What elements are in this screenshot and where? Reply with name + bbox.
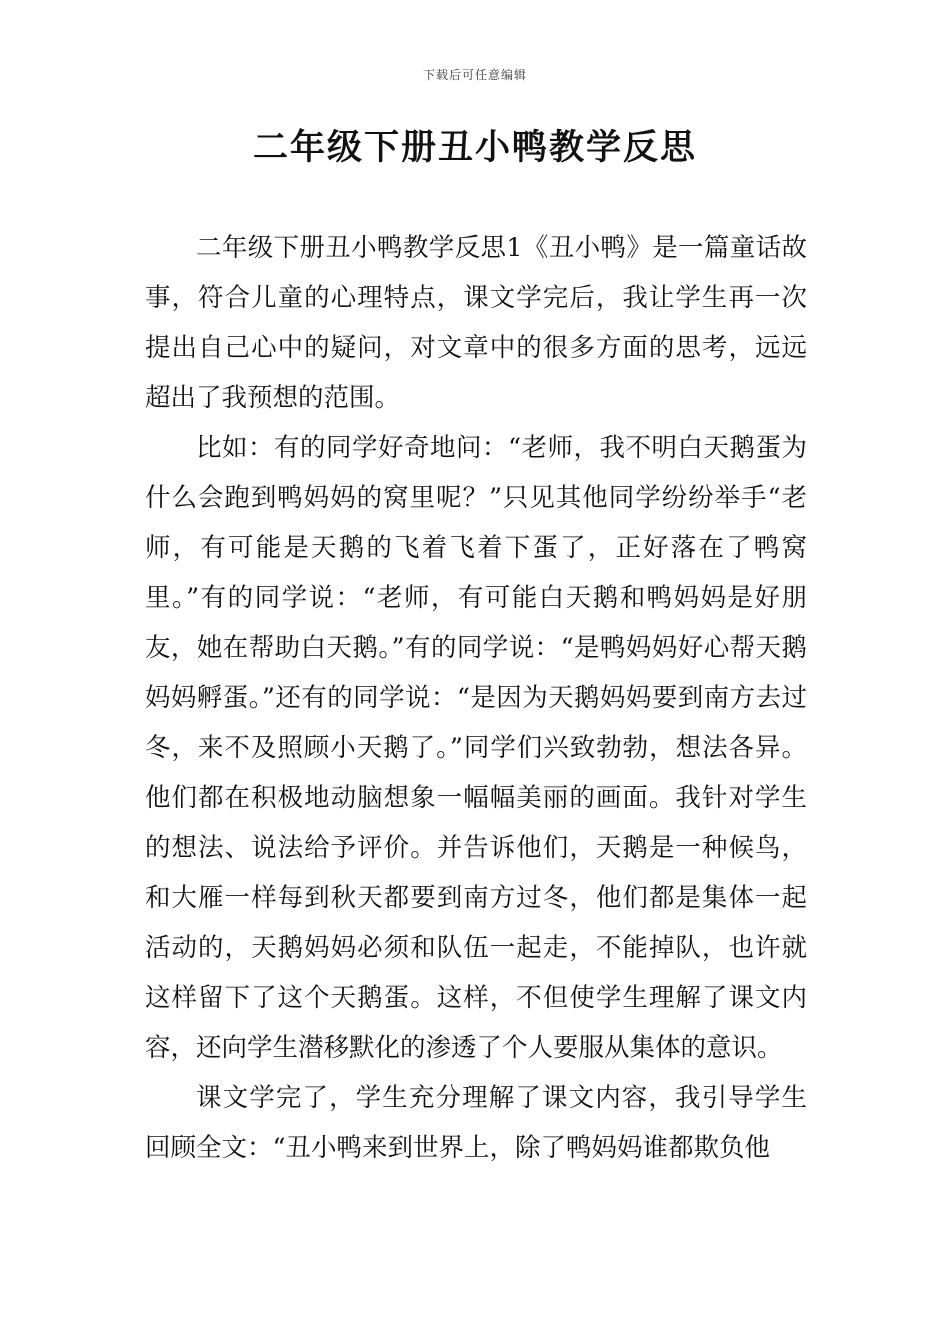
header-note: 下载后可任意编辑 bbox=[422, 68, 527, 82]
paragraph-2: 比如：有的同学好奇地问：“老师，我不明白天鹅蛋为什么会跑到鸭妈妈的窝里呢？”只见其他同学纷纷举手“老师，有可能是天鹅的飞着飞着下蛋了，正好落在了鸭窝里。”有的同学说：“老师，有可能白天鹅和鸭妈妈是好朋友，她在帮助白天鹅。”有的同学说：“是鸭妈妈好心帮天鹅妈妈孵蛋。”还有的同学说：“是因为天鹅妈妈要到南方去过冬，来不及照顾小天鹅了。”同学们兴致勃勃，想法各异。他们都在积极地动脑想象一幅幅美丽的画面。我针对学生的想法、说法给予评价。并告诉他们，天鹅是一种候鸟，和大雁一样每到秋天都要到南方过冬，他们都是集体一起活动的，天鹅妈妈必须和队伍一起走，不能掉队，也许就这样留下了这个天鹅蛋。这样，不但使学生理解了课文内容，还向学生潜移默化的渗透了个人要服从集体的意识。 bbox=[145, 433, 807, 1063]
paragraph-1: 二年级下册丑小鸭教学反思1《丑小鸭》是一篇童话故事，符合儿童的心理特点，课文学完后，我让学生再一次提出自己心中的疑问，对文章中的很多方面的思考，远远超出了我预想的范围。 bbox=[145, 233, 807, 413]
document-title: 二年级下册丑小鸭教学反思 bbox=[252, 127, 697, 168]
document-body bbox=[145, 223, 807, 1173]
paragraph-3: 课文学完了，学生充分理解了课文内容，我引导学生回顾全文：“丑小鸭来到世界上，除了鸭妈妈谁都欺负他 bbox=[145, 1083, 807, 1163]
